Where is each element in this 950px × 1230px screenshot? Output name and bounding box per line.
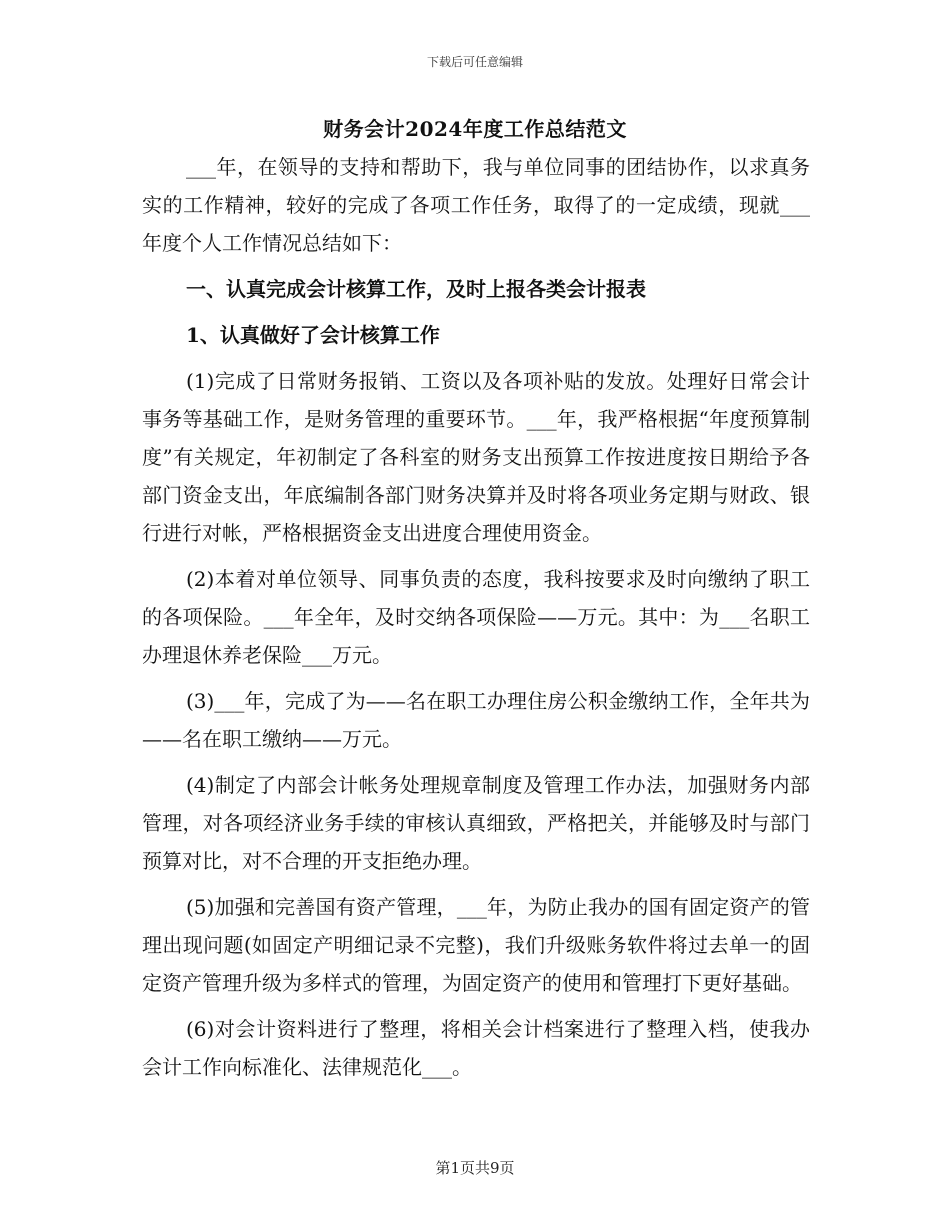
section-heading: 一、认真完成会计核算工作，及时上报各类会计报表 bbox=[186, 277, 646, 301]
page-number: 第1页共9页 bbox=[435, 1159, 515, 1177]
item-paragraph-1: (1)完成了日常财务报销、工资以及各项补贴的发放。处理好日常会计事务等基础工作，是财务管理的重要环节。___年，我严格根据“年度预算制度”有关规定，年初制定了各科室的财务支出预算工作按进度按日期给予各部门资金支出，年底编制各部门财务决算并及时将各项业务定期与财政、银行进行对帐，严格根据资金支出进度合理使用资金。 bbox=[142, 369, 810, 545]
intro-paragraph: ___年，在领导的支持和帮助下，我与单位同事的团结协作，以求真务实的工作精神，较好的完成了各项工作任务，取得了的一定成绩，现就___年度个人工作情况总结如下： bbox=[142, 155, 810, 255]
subsection-heading: 1、认真做好了会计核算工作 bbox=[186, 323, 440, 347]
document-title: 财务会计2024年度工作总结范文 bbox=[323, 117, 627, 141]
document-body bbox=[142, 148, 810, 1094]
item-paragraph-3: (3)___年，完成了为——名在职工办理住房公积金缴纳工作，全年共为——名在职工缴纳——万元。 bbox=[142, 689, 810, 751]
item-paragraph-6: (6)对会计资料进行了整理，将相关会计档案进行了整理入档，使我办会计工作向标准化、法律规范化___。 bbox=[142, 1017, 810, 1079]
item-paragraph-4: (4)制定了内部会计帐务处理规章制度及管理工作办法，加强财务内部管理，对各项经济业务手续的审核认真细致，严格把关，并能够及时与部门预算对比，对不合理的开支拒绝办理。 bbox=[142, 773, 810, 873]
item-paragraph-5: (5)加强和完善国有资产管理，___年，为防止我办的国有固定资产的管理出现问题(如固定产明细记录不完整)，我们升级账务软件将过去单一的固定资产管理升级为多样式的管理，为固定资产的使用和管理打下更好基础。 bbox=[142, 895, 810, 995]
item-paragraph-2: (2)本着对单位领导、同事负责的态度，我科按要求及时向缴纳了职工的各项保险。___年全年，及时交纳各项保险——万元。其中：为___名职工办理退休养老保险___万元。 bbox=[142, 567, 810, 667]
header-note: 下载后可任意编辑 bbox=[426, 55, 523, 69]
